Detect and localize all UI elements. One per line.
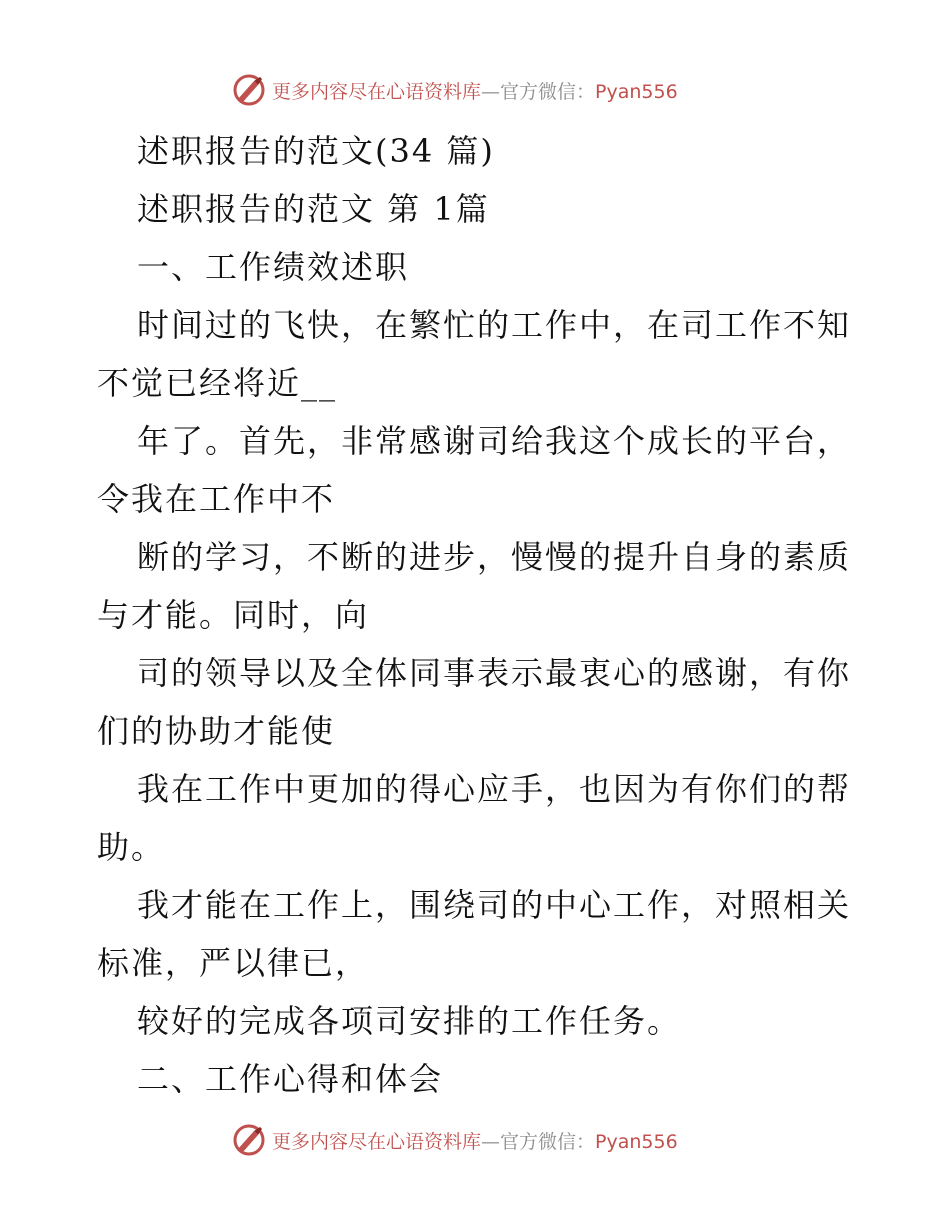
watermark-text bbox=[272, 77, 678, 104]
pen-logo-icon bbox=[232, 1123, 266, 1157]
paragraph-line: 较好的完成各项司安排的工作任务。 bbox=[137, 1002, 682, 1040]
paragraph-line: 助。 bbox=[97, 828, 166, 866]
official-account-label: 官方微信： bbox=[500, 80, 596, 103]
paragraph-line: 断的学习，不断的进步，慢慢的提升自身的素质 bbox=[137, 538, 852, 576]
watermark-text bbox=[272, 1127, 678, 1154]
paragraph-line: 时间过的飞快，在繁忙的工作中，在司工作不知 bbox=[137, 306, 852, 344]
separator-dash: — bbox=[481, 80, 501, 103]
paragraph-line: 们的协助才能使 bbox=[97, 712, 336, 750]
official-account-label: 官方微信： bbox=[500, 1130, 596, 1153]
site-name: 更多内容尽在心语资料库 bbox=[272, 80, 482, 103]
document-body bbox=[97, 122, 857, 1108]
subheading: 二、工作心得和体会 bbox=[137, 1060, 444, 1098]
footer-watermark-banner bbox=[232, 1122, 678, 1158]
account-id: Pyan556 bbox=[595, 1130, 678, 1153]
paragraph-line: 司的领导以及全体同事表示最衷心的感谢，有你 bbox=[137, 654, 852, 692]
paragraph-line: 与才能。同时，向 bbox=[97, 596, 370, 634]
paragraph-line: 我在工作中更加的得心应手，也因为有你们的帮 bbox=[137, 770, 852, 808]
paragraph-line: 我才能在工作上，围绕司的中心工作，对照相关 bbox=[137, 886, 852, 924]
site-name: 更多内容尽在心语资料库 bbox=[272, 1130, 482, 1153]
paragraph-line: 不觉已经将近__ bbox=[97, 364, 338, 402]
paragraph-line: 标准，严以律已， bbox=[97, 944, 370, 982]
paragraph-line: 令我在工作中不 bbox=[97, 480, 336, 518]
paragraph-line: 年了。首先，非常感谢司给我这个成长的平台， bbox=[137, 422, 852, 460]
header-watermark-banner bbox=[232, 72, 678, 108]
section-heading: 述职报告的范文 第 1篇 bbox=[137, 190, 490, 228]
account-id: Pyan556 bbox=[595, 80, 678, 103]
separator-dash: — bbox=[481, 1130, 501, 1153]
doc-title: 述职报告的范文(34 篇) bbox=[137, 132, 495, 170]
pen-logo-icon bbox=[232, 73, 266, 107]
subheading: 一、工作绩效述职 bbox=[137, 248, 410, 286]
